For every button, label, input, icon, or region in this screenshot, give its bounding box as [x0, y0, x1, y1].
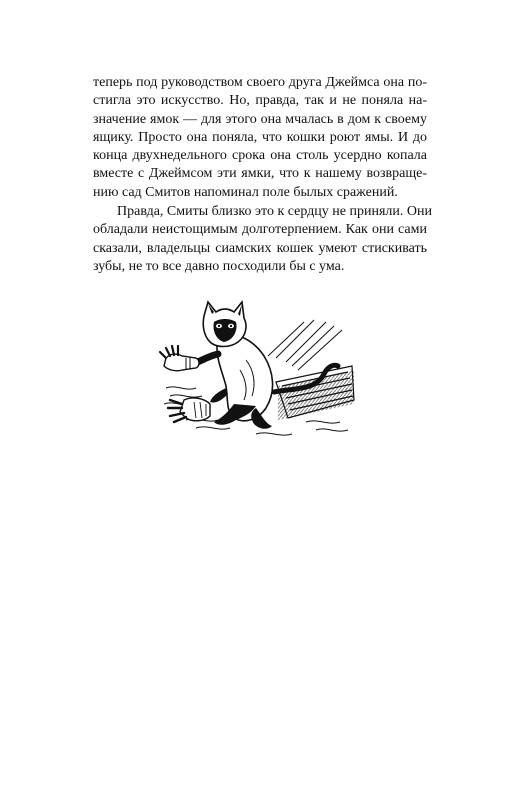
siamese-cat-illustration-icon: [156, 300, 356, 440]
text-line: нию сад Смитов напоминал поле былых сражений.: [93, 184, 398, 200]
text-line: ящику. Просто она поняла, что кошки роют ямы. И до: [93, 129, 427, 145]
text-line: сказали, владельцы сиамских кошек умеют стискивать: [93, 240, 427, 256]
text-line: обладали неистощимым долготерпением. Как они сами: [93, 222, 427, 238]
paragraph-1: [93, 74, 427, 202]
body-text: [93, 74, 432, 276]
text-line: зубы, не то все давно посходили бы с ума.: [93, 258, 345, 274]
text-line: теперь под руководством своего друга Джеймса она по-: [93, 75, 427, 90]
text-line: вместе с Джеймсом эти ямки, что к нашему возвраще-: [93, 166, 427, 182]
text-line: стигла это искусство. Но, правда, так и не поняла на-: [93, 93, 427, 109]
paragraph-2: [93, 203, 432, 276]
text-line: Правда, Смиты близко это к сердцу не приняли. Они: [117, 204, 432, 220]
text-line: конца двухнедельного срока она столь усердно копала: [93, 148, 427, 164]
text-line: значение ямок — для этого она мчалась в дом к своему: [93, 111, 427, 127]
